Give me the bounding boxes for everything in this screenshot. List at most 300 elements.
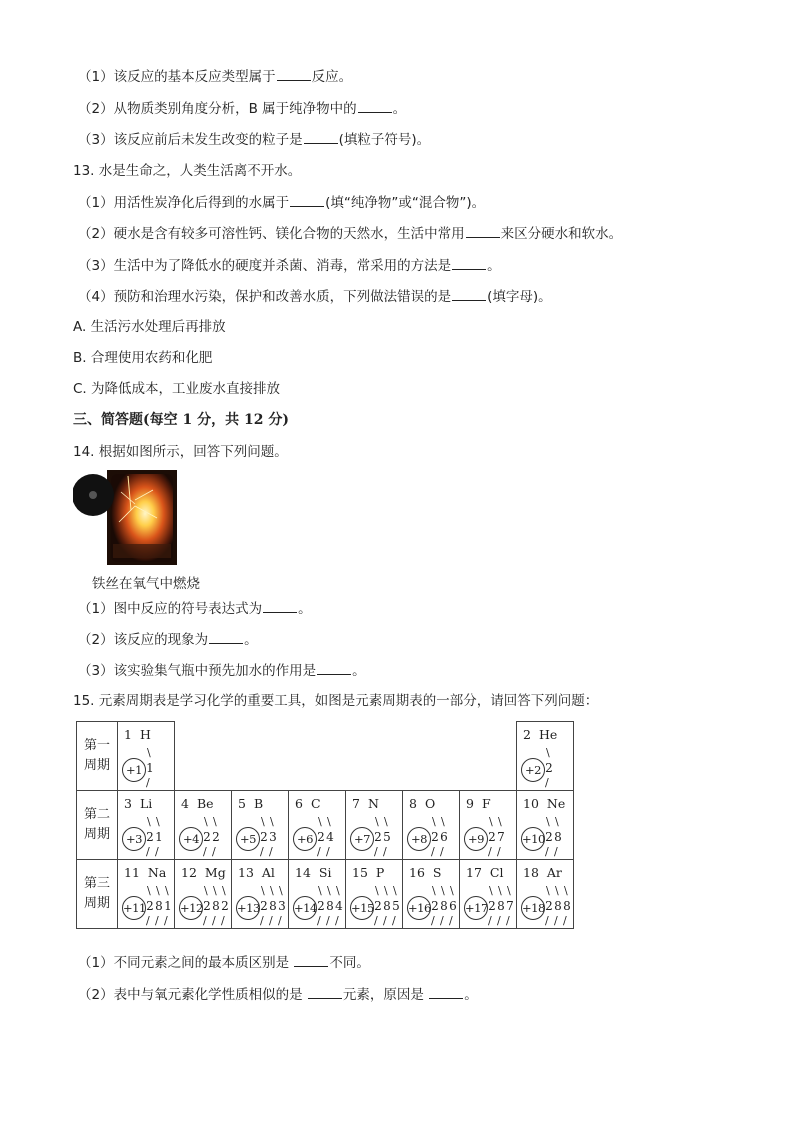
shell-arc-top: \	[546, 815, 550, 828]
shell-arc-top: \	[279, 884, 283, 897]
shell-electron-count: 3	[278, 899, 286, 913]
shell-arc-bottom: /	[155, 845, 159, 858]
shell-electron-count: 6	[440, 830, 448, 844]
shell-arc-top: \	[156, 815, 160, 828]
q14-sub1: （1）图中反应的符号表达式为 。	[78, 601, 312, 617]
electron-shell	[554, 813, 562, 857]
element-header	[181, 865, 226, 880]
element-symbol: Ne	[546, 796, 566, 811]
nucleus-circle: +14	[293, 896, 317, 920]
shell-electron-count: 2	[203, 830, 211, 844]
shell-arc-top: \	[498, 884, 502, 897]
q14-sub2: （2）该反应的现象为 。	[78, 632, 258, 648]
atom-structure-diagram	[122, 813, 174, 857]
element-cell	[175, 791, 232, 860]
atom-structure-diagram	[293, 882, 345, 926]
shell-electron-count: 8	[212, 899, 220, 913]
element-symbol: Be	[196, 796, 214, 811]
shell-arc-bottom: /	[203, 914, 207, 927]
period-row-1	[77, 722, 574, 791]
shell-arc-top: \	[261, 884, 265, 897]
atomic-number: 7	[352, 796, 360, 811]
shell-electron-count: 2	[374, 830, 382, 844]
shell-arc-top: \	[213, 884, 217, 897]
element-cell	[175, 860, 232, 929]
shell-arc-top: \	[147, 884, 151, 897]
electron-shell	[326, 813, 334, 857]
element-symbol: C	[310, 796, 321, 811]
shell-arc-top: \	[375, 884, 379, 897]
shell-electron-count: 8	[269, 899, 277, 913]
shell-electron-count: 2	[545, 830, 553, 844]
shell-arc-bottom: /	[431, 914, 435, 927]
electron-shell	[392, 882, 400, 926]
atomic-number: 11	[124, 865, 140, 880]
electron-shell	[203, 813, 211, 857]
shell-arc-top: \	[546, 746, 550, 759]
shell-electron-count: 4	[326, 830, 334, 844]
atom-structure-diagram	[122, 882, 174, 926]
shell-arc-bottom: /	[260, 914, 264, 927]
shell-arc-bottom: /	[545, 776, 549, 789]
electron-shell	[488, 813, 496, 857]
shell-arc-bottom: /	[146, 776, 150, 789]
shell-electron-count: 4	[335, 899, 343, 913]
q12-sub2: （2）从物质类别角度分析，B 属于纯净物中的 。	[78, 101, 407, 117]
shell-arc-bottom: /	[221, 914, 225, 927]
electron-shell	[260, 813, 268, 857]
q15-sub2: （2）表中与氧元素化学性质相似的是 元素，原因是 。	[78, 987, 478, 1003]
shell-electron-count: 8	[155, 899, 163, 913]
electron-shell	[545, 813, 553, 857]
shell-arc-bottom: /	[212, 845, 216, 858]
shell-arc-top: \	[147, 815, 151, 828]
shell-electron-count: 2	[317, 830, 325, 844]
shell-arc-top: \	[204, 884, 208, 897]
shell-arc-top: \	[261, 815, 265, 828]
electron-shell	[155, 882, 163, 926]
electron-shell	[497, 813, 505, 857]
answer-blank[interactable]	[263, 599, 297, 613]
atom-structure-diagram	[521, 744, 573, 788]
shell-arc-bottom: /	[146, 914, 150, 927]
element-symbol: Ar	[546, 865, 562, 880]
atomic-number: 9	[466, 796, 474, 811]
shell-arc-top: \	[546, 884, 550, 897]
shell-arc-bottom: /	[554, 914, 558, 927]
shell-electron-count: 1	[146, 761, 154, 775]
element-symbol: He	[538, 727, 558, 742]
shell-arc-bottom: /	[269, 914, 273, 927]
element-cell	[289, 860, 346, 929]
shell-electron-count: 2	[488, 830, 496, 844]
shell-arc-bottom: /	[383, 845, 387, 858]
q13-option-c: C. 为降低成本，工业废水直接排放	[73, 381, 281, 397]
shell-arc-top: \	[384, 884, 388, 897]
shell-arc-bottom: /	[260, 845, 264, 858]
shell-arc-top: \	[147, 746, 151, 759]
element-symbol: Mg	[204, 865, 226, 880]
q14-stem: 14. 根据如图所示，回答下列问题。	[73, 444, 288, 460]
element-cell	[517, 722, 574, 791]
atomic-number: 10	[523, 796, 539, 811]
element-cell	[460, 791, 517, 860]
shell-arc-bottom: /	[212, 914, 216, 927]
shell-arc-top: \	[393, 884, 397, 897]
shell-arc-top: \	[489, 815, 493, 828]
electron-shell	[269, 882, 277, 926]
iron-burning-figure	[73, 470, 181, 565]
element-header	[238, 796, 263, 811]
q13-stem: 13. 水是生命之，人类生活离不开水。	[73, 163, 302, 179]
period-label: 第一周期	[77, 722, 118, 791]
atomic-number: 5	[238, 796, 246, 811]
shell-arc-bottom: /	[563, 914, 567, 927]
element-header	[466, 865, 503, 880]
shell-electron-count: 2	[146, 830, 154, 844]
electron-shell	[260, 882, 268, 926]
nucleus-circle: +1	[122, 758, 146, 782]
electron-shell	[146, 813, 154, 857]
electron-shell	[545, 882, 553, 926]
shell-arc-bottom: /	[488, 845, 492, 858]
atomic-number: 16	[409, 865, 425, 880]
shell-arc-top: \	[507, 884, 511, 897]
shell-arc-bottom: /	[203, 845, 207, 858]
shell-arc-top: \	[441, 884, 445, 897]
q14-sub3: （3）该实验集气瓶中预先加水的作用是 。	[78, 663, 366, 679]
shell-electron-count: 2	[260, 899, 268, 913]
shell-electron-count: 8	[383, 899, 391, 913]
shell-electron-count: 2	[374, 899, 382, 913]
shell-arc-top: \	[318, 884, 322, 897]
shell-electron-count: 2	[260, 830, 268, 844]
shell-electron-count: 1	[155, 830, 163, 844]
atomic-number: 3	[124, 796, 132, 811]
atomic-number: 4	[181, 796, 189, 811]
element-header	[409, 796, 435, 811]
electron-shell	[383, 882, 391, 926]
period-label: 第二周期	[77, 791, 118, 860]
nucleus-circle: +9	[464, 827, 488, 851]
q12-sub1: （1）该反应的基本反应类型属于 反应。	[78, 69, 353, 85]
shell-arc-bottom: /	[317, 914, 321, 927]
nucleus-circle: +5	[236, 827, 260, 851]
shell-electron-count: 2	[431, 830, 439, 844]
shell-arc-top: \	[204, 815, 208, 828]
figure-caption: 铁丝在氧气中燃烧	[92, 576, 200, 592]
shell-arc-top: \	[270, 884, 274, 897]
answer-blank[interactable]	[452, 256, 486, 270]
nucleus-circle: +11	[122, 896, 146, 920]
electron-shell	[545, 744, 553, 788]
nucleus-circle: +6	[293, 827, 317, 851]
element-header	[352, 865, 384, 880]
shell-arc-top: \	[375, 815, 379, 828]
iron-burning-image	[73, 470, 181, 565]
electron-shell	[146, 882, 154, 926]
atom-structure-diagram	[521, 813, 573, 857]
electron-shell	[317, 882, 325, 926]
q13-option-a: A. 生活污水处理后再排放	[73, 319, 226, 335]
nucleus-circle: +3	[122, 827, 146, 851]
shell-arc-bottom: /	[374, 845, 378, 858]
shell-electron-count: 7	[497, 830, 505, 844]
element-symbol: F	[481, 796, 491, 811]
electron-shell	[146, 744, 154, 788]
shell-arc-top: \	[384, 815, 388, 828]
shell-arc-top: \	[555, 884, 559, 897]
q13-sub1: （1）用活性炭净化后得到的水属于 (填“纯净物”或“混合物”)。	[78, 195, 486, 211]
period-label: 第三周期	[77, 860, 118, 929]
element-cell	[346, 791, 403, 860]
electron-shell	[440, 813, 448, 857]
shell-arc-bottom: /	[326, 914, 330, 927]
shell-arc-bottom: /	[506, 914, 510, 927]
shell-arc-bottom: /	[497, 845, 501, 858]
q12-sub3: （3）该反应前后未发生改变的粒子是 (填粒子符号)。	[78, 132, 431, 148]
atom-structure-diagram	[179, 882, 231, 926]
element-header	[352, 796, 379, 811]
answer-blank[interactable]	[317, 661, 351, 675]
shell-electron-count: 2	[545, 899, 553, 913]
shell-arc-bottom: /	[326, 845, 330, 858]
electron-shell	[212, 882, 220, 926]
periodic-table	[76, 721, 574, 929]
answer-blank[interactable]	[358, 99, 392, 113]
element-header	[124, 727, 151, 742]
shell-arc-top: \	[441, 815, 445, 828]
element-symbol: N	[367, 796, 379, 811]
electron-shell	[335, 882, 343, 926]
shell-electron-count: 2	[146, 899, 154, 913]
shell-arc-bottom: /	[431, 845, 435, 858]
element-header	[295, 796, 321, 811]
answer-blank[interactable]	[294, 953, 328, 967]
shell-electron-count: 7	[506, 899, 514, 913]
nucleus-circle: +17	[464, 896, 488, 920]
element-header	[466, 796, 491, 811]
shell-arc-bottom: /	[278, 914, 282, 927]
q13-option-b: B. 合理使用农药和化肥	[73, 350, 213, 366]
answer-blank[interactable]	[209, 630, 243, 644]
period-row-3	[77, 860, 574, 929]
element-header	[523, 865, 562, 880]
shell-arc-bottom: /	[488, 914, 492, 927]
electron-shell	[374, 882, 382, 926]
electron-shell	[278, 882, 286, 926]
atom-structure-diagram	[122, 744, 174, 788]
nucleus-circle: +12	[179, 896, 203, 920]
electron-shell	[269, 813, 277, 857]
atomic-number: 18	[523, 865, 539, 880]
shell-arc-bottom: /	[440, 914, 444, 927]
section-heading: 三、简答题(每空 1 分，共 12 分)	[73, 412, 289, 428]
element-symbol: H	[139, 727, 151, 742]
electron-shell	[164, 882, 172, 926]
shell-arc-top: \	[489, 884, 493, 897]
shell-electron-count: 8	[326, 899, 334, 913]
element-header	[124, 865, 166, 880]
electron-shell	[563, 882, 571, 926]
shell-electron-count: 2	[488, 899, 496, 913]
element-cell	[517, 791, 574, 860]
q13-sub4: （4）预防和治理水污染，保护和改善水质，下列做法错误的是 (填字母)。	[78, 289, 552, 305]
element-cell	[232, 860, 289, 929]
answer-blank[interactable]	[304, 130, 338, 144]
electron-shell	[317, 813, 325, 857]
atom-structure-diagram	[236, 882, 288, 926]
element-cell	[403, 791, 460, 860]
element-symbol: Cl	[489, 865, 504, 880]
shell-arc-bottom: /	[146, 845, 150, 858]
nucleus-circle: +2	[521, 758, 545, 782]
electron-shell	[497, 882, 505, 926]
element-cell	[460, 860, 517, 929]
electron-shell	[554, 882, 562, 926]
shell-electron-count: 2	[545, 761, 553, 775]
answer-blank[interactable]	[452, 287, 486, 301]
element-symbol: Na	[147, 865, 167, 880]
atom-structure-diagram	[464, 813, 516, 857]
element-cell	[118, 722, 175, 791]
nucleus-circle: +16	[407, 896, 431, 920]
shell-electron-count: 2	[317, 899, 325, 913]
element-cell	[118, 860, 175, 929]
answer-blank[interactable]	[290, 193, 324, 207]
period-row-2	[77, 791, 574, 860]
shell-electron-count: 8	[563, 899, 571, 913]
electron-shell	[431, 813, 439, 857]
element-cell	[517, 860, 574, 929]
shell-arc-bottom: /	[497, 914, 501, 927]
element-cell	[403, 860, 460, 929]
atom-structure-diagram	[521, 882, 573, 926]
shell-arc-bottom: /	[374, 914, 378, 927]
atom-structure-diagram	[407, 882, 459, 926]
element-cell	[232, 791, 289, 860]
atomic-number: 17	[466, 865, 482, 880]
answer-blank[interactable]	[277, 67, 311, 81]
atom-structure-diagram	[179, 813, 231, 857]
electron-shell	[326, 882, 334, 926]
atom-structure-diagram	[236, 813, 288, 857]
shell-arc-top: \	[432, 815, 436, 828]
shell-arc-bottom: /	[392, 914, 396, 927]
element-cell	[118, 791, 175, 860]
shell-electron-count: 5	[383, 830, 391, 844]
electron-shell	[221, 882, 229, 926]
atom-structure-diagram	[350, 813, 402, 857]
shell-arc-bottom: /	[164, 914, 168, 927]
shell-electron-count: 8	[554, 830, 562, 844]
answer-blank[interactable]	[466, 224, 500, 238]
nucleus-circle: +7	[350, 827, 374, 851]
shell-arc-top: \	[564, 884, 568, 897]
shell-arc-top: \	[318, 815, 322, 828]
shell-arc-bottom: /	[545, 914, 549, 927]
atom-structure-diagram	[407, 813, 459, 857]
electron-shell	[440, 882, 448, 926]
q13-sub2: （2）硬水是含有较多可溶性钙、镁化合物的天然水，生活中常用 来区分硬水和软水。	[78, 226, 623, 242]
shell-arc-top: \	[336, 884, 340, 897]
electron-shell	[383, 813, 391, 857]
element-symbol: P	[375, 865, 385, 880]
q13-sub3: （3）生活中为了降低水的硬度并杀菌、消毒，常采用的方法是 。	[78, 258, 501, 274]
shell-arc-bottom: /	[449, 914, 453, 927]
shell-arc-top: \	[222, 884, 226, 897]
electron-shell	[506, 882, 514, 926]
shell-arc-top: \	[555, 815, 559, 828]
answer-blank[interactable]	[429, 985, 463, 999]
shell-electron-count: 6	[449, 899, 457, 913]
atomic-number: 6	[295, 796, 303, 811]
electron-shell	[449, 882, 457, 926]
shell-arc-top: \	[156, 884, 160, 897]
nucleus-circle: +10	[521, 827, 545, 851]
shell-arc-top: \	[327, 815, 331, 828]
answer-blank[interactable]	[308, 985, 342, 999]
shell-arc-top: \	[213, 815, 217, 828]
element-symbol: S	[432, 865, 442, 880]
shell-arc-bottom: /	[317, 845, 321, 858]
shell-arc-bottom: /	[155, 914, 159, 927]
shell-electron-count: 2	[221, 899, 229, 913]
element-header	[523, 727, 557, 742]
electron-shell	[374, 813, 382, 857]
atomic-number: 12	[181, 865, 197, 880]
atom-structure-diagram	[293, 813, 345, 857]
shell-arc-top: \	[450, 884, 454, 897]
element-symbol: Li	[139, 796, 153, 811]
nucleus-circle: +18	[521, 896, 545, 920]
shell-electron-count: 1	[164, 899, 172, 913]
shell-arc-bottom: /	[440, 845, 444, 858]
electron-shell	[212, 813, 220, 857]
shell-electron-count: 5	[392, 899, 400, 913]
atom-structure-diagram	[350, 882, 402, 926]
element-header	[295, 865, 331, 880]
shell-arc-top: \	[432, 884, 436, 897]
shell-arc-bottom: /	[383, 914, 387, 927]
element-cell	[346, 860, 403, 929]
element-symbol: B	[253, 796, 264, 811]
shell-arc-top: \	[327, 884, 331, 897]
empty-region	[175, 722, 517, 791]
shell-electron-count: 8	[440, 899, 448, 913]
element-cell	[289, 791, 346, 860]
nucleus-circle: +8	[407, 827, 431, 851]
atomic-number: 14	[295, 865, 311, 880]
shell-electron-count: 3	[269, 830, 277, 844]
shell-electron-count: 8	[554, 899, 562, 913]
q15-sub1: （1）不同元素之间的最本质区别是 不同。	[78, 955, 370, 971]
electron-shell	[203, 882, 211, 926]
atomic-number: 15	[352, 865, 368, 880]
nucleus-circle: +13	[236, 896, 260, 920]
element-header	[409, 865, 441, 880]
shell-arc-bottom: /	[545, 845, 549, 858]
atomic-number: 2	[523, 727, 531, 742]
atomic-number: 13	[238, 865, 254, 880]
shell-arc-bottom: /	[335, 914, 339, 927]
shell-arc-bottom: /	[554, 845, 558, 858]
element-header	[124, 796, 152, 811]
element-header	[523, 796, 565, 811]
atomic-number: 1	[124, 727, 132, 742]
shell-electron-count: 2	[212, 830, 220, 844]
shell-arc-top: \	[498, 815, 502, 828]
